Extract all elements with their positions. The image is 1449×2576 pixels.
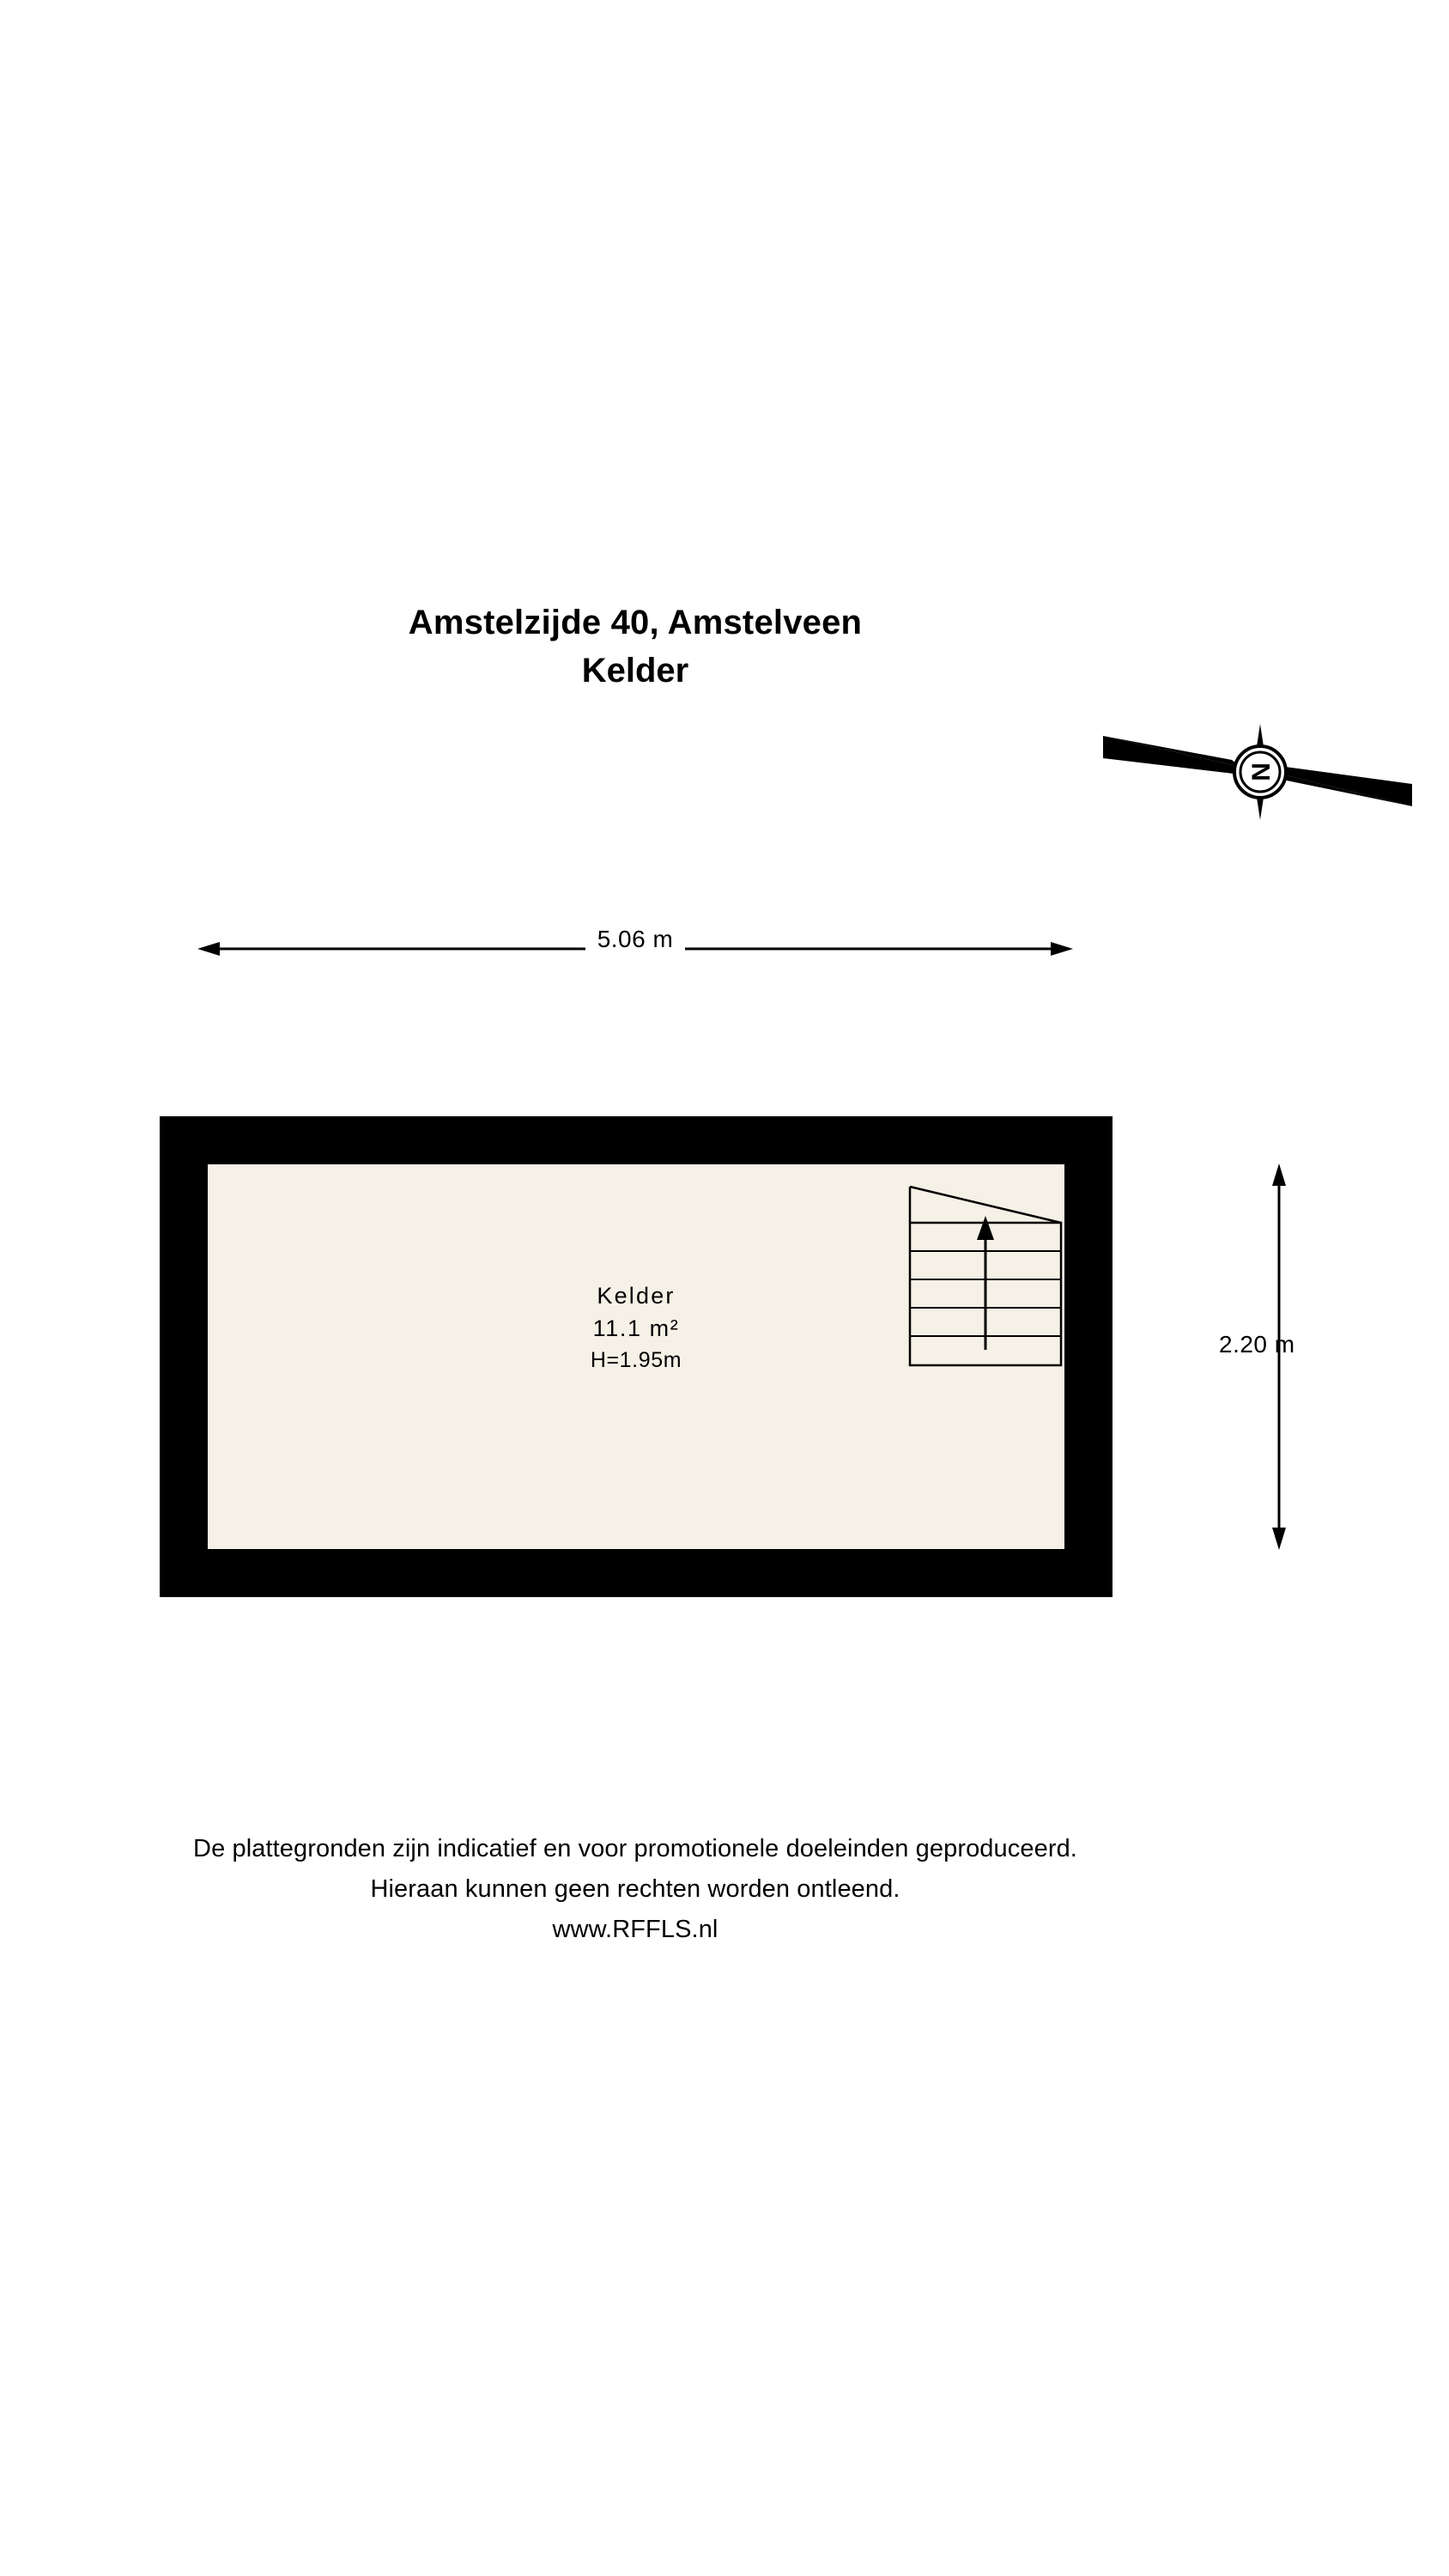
svg-text:N: N	[1246, 762, 1275, 781]
dimension-width-text: 5.06 m	[585, 926, 686, 952]
dimension-height-label: 2.20 m	[1219, 1331, 1295, 1358]
room-name: Kelder	[597, 1283, 676, 1309]
footer-line-1: De plattegronden zijn indicatief en voor promotionele doeleinden geproduceerd.	[193, 1835, 1077, 1862]
page-title	[0, 601, 1270, 692]
room-area: 11.1 m²	[592, 1315, 680, 1342]
dimension-width-label	[197, 926, 1073, 953]
stairs-up-arrow-icon	[908, 1178, 1063, 1410]
footer-website: www.RFFLS.nl	[552, 1916, 718, 1943]
property-address: Amstelzijde 40, Amstelveen	[408, 604, 863, 641]
compass-north-icon	[1103, 717, 1412, 829]
footer-disclaimer	[0, 1829, 1270, 1950]
room-ceiling-height: H=1.95m	[590, 1347, 682, 1372]
footer-line-2: Hieraan kunnen geen rechten worden ontleend.	[370, 1875, 900, 1903]
floor-name: Kelder	[581, 652, 689, 690]
